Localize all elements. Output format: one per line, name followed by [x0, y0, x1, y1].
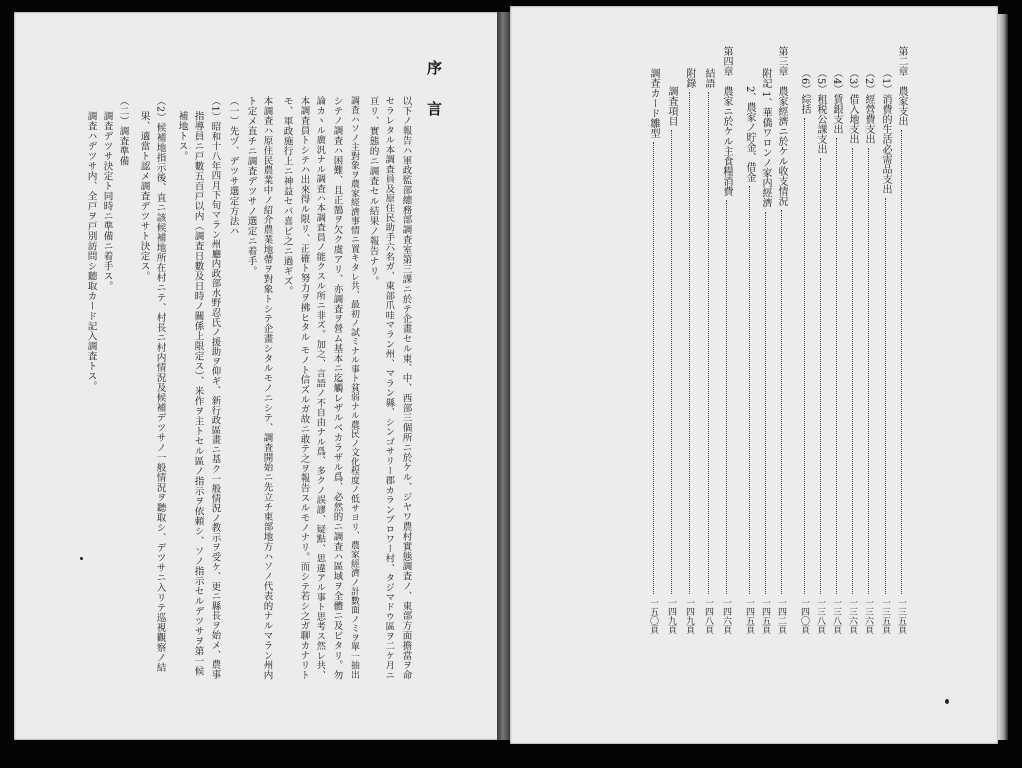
preface-line: 調査ハデツサ内、全戸ヲ戸別訪問シ聽取カード記入調査トス。 — [85, 111, 97, 391]
toc-item-label: （4）賃銀支出 — [831, 68, 842, 135]
toc-leader-dots — [726, 200, 727, 594]
toc-page-number: 一四五頁 — [760, 598, 770, 634]
preface-line: （二）調査準備 — [117, 96, 129, 166]
toc-page-number: 一四〇頁 — [799, 598, 809, 634]
preface-line: セラレタル本調査員及原住民助手六名ガ、東部爪哇マラン州、マラン縣、シンゴサリー郡カランプロワー村、タジマドウ區ヲ二ケ月ニ — [383, 96, 395, 680]
toc-page-number: 一三五頁 — [880, 598, 890, 634]
toc-page-number: 一四二頁 — [776, 598, 786, 634]
toc-item-label: 第四章 農家ニ於ケル主食糧消費 — [721, 46, 732, 196]
preface-line: 本調査ハ原住民農業中ノ紹介農業地帶ヲ對象トシテ企畫シタルモノニシテ、調査開始ニ先立チ東部地方ハソノ代表的ナルマラン州内 — [261, 96, 273, 681]
toc-leader-dots — [671, 130, 672, 594]
toc-page-number: 一四九頁 — [684, 598, 694, 634]
toc-item-label: 附記 1、華僑ワロンノ家内經濟 — [760, 68, 771, 208]
toc-item-label: 結語 — [703, 68, 714, 88]
toc-page-number: 一三六頁 — [847, 598, 857, 634]
preface-line: ト定メ直チニ調査デツサノ選定ニ着手。 — [245, 96, 257, 276]
toc-item-label: （1）消費的生活必需品支出 — [880, 68, 891, 195]
toc-item-label: （3）借入地支出 — [847, 68, 858, 145]
toc-leader-dots — [689, 92, 690, 594]
preface-line: 果、適當ト認メ調査デツサト決定ス。 — [138, 111, 150, 281]
toc-leader-dots — [901, 130, 902, 594]
toc-page-number: 一四五頁 — [744, 598, 754, 634]
preface-line: 本調査員トシテハ出來得ル限リ、正確ト努力ヲ拂ヒタル モノト信ズルガ故ニ敢テ之ヲ報告スルモノナリ。而シテ若シ之ガ聊カナリト — [298, 96, 310, 680]
toc-leader-dots — [868, 148, 869, 594]
toc-leader-dots — [820, 158, 821, 594]
toc-item-label: （6）綜括 — [799, 68, 810, 115]
preface-line: 指導員ニ戸數五百戸以内（調査日數及日時ノ關係上限定ス）、米作ヲ主トセル區ノ指示ヲ依頼シ、ソノ指示セルデツサヲ第一候 — [192, 111, 204, 677]
right-page — [510, 6, 998, 744]
toc-leader-dots — [765, 212, 766, 594]
left-page — [14, 12, 500, 740]
preface-line: 以下ノ報告ハ軍政監部總務部調査室第三課ニ於テ企畫セル東、中、西部三個所ニ於ケル、ジヤワ農村實態調査ノ、東部方面擔當ヲ命 — [400, 96, 412, 681]
toc-leader-dots — [708, 92, 709, 594]
toc-page-number: 一五〇頁 — [648, 598, 658, 634]
toc-item-label: 調査項目 — [666, 86, 677, 126]
toc-page-number: 一三八頁 — [831, 598, 841, 634]
toc-page-number: 一三六頁 — [863, 598, 873, 634]
toc-item-label: 附錄 — [684, 68, 695, 88]
toc-item-label: 第二章 農家支出 — [896, 46, 907, 126]
toc-item-label: 調査カード雛型 — [648, 68, 659, 138]
toc-item-label: 2、農家ノ貯金、借金 — [744, 86, 755, 183]
toc-leader-dots — [852, 148, 853, 594]
preface-line: 調査ハソノ主對象ヲ農家經濟事情ニ置キタレ共、最初ノ試ミナル事ト貧弱ナル農民ノ文化程度ノ低サヨリ、農家經濟ノ計數面ノミヲ單一抽出 — [348, 96, 359, 680]
toc-leader-dots — [749, 186, 750, 594]
preface-line: シテノ調査ハ困難、且正鵠ヲ欠ク虞アリ、亦調査ヲ營ム基本ニ迄觸レザルベカラザル爲、必然的ニ調査ハ區域ヲ全體ニ及ビタリ。勿 — [331, 96, 343, 681]
preface-line: （2）候補地指示後、直ニ該候補地所在村ニテ、村長ニ村内情況及候補デツサノ一般情況ヲ聽取シ、デツサニ入リテ巡視觀察ノ結 — [154, 96, 166, 673]
toc-page-number: 一三五頁 — [896, 598, 906, 634]
preface-title: 序言 — [425, 60, 443, 142]
toc-leader-dots — [885, 198, 886, 594]
toc-page-number: 一四九頁 — [666, 598, 676, 634]
preface-line: 論カヽル廣汎ナル調査ハ本調査員ノ能クスル所ニ非ズ。加之、言語ノ不自由ナル爲、多クノ誤謬、疑點、思違アル事ト思考ス然レ共、 — [314, 96, 326, 680]
toc-page-number: 一四六頁 — [721, 598, 731, 634]
preface-line: 補地トス。 — [176, 111, 188, 161]
preface-line: モ、軍政施行上ニ神益セバ喜ビ之ニ過ギズ。 — [281, 96, 293, 296]
toc-page-number: 一三八頁 — [815, 598, 825, 634]
ink-speck — [945, 699, 949, 704]
toc-leader-dots — [781, 210, 782, 594]
toc-leader-dots — [804, 118, 805, 594]
preface-line: 亘リ、實態的ニ調査セル結果ノ報告ナリ。 — [367, 96, 379, 286]
toc-item-label: （5）租税公課支出 — [815, 68, 826, 155]
preface-line: 調査デツサ決定ト同時ニ準備ニ着手ス。 — [101, 111, 113, 291]
preface-line: （一）先ヅ、デツサ選定方法ハ — [227, 96, 239, 236]
page-edge — [998, 14, 1008, 740]
toc-leader-dots — [836, 138, 837, 594]
ink-speck — [80, 557, 83, 560]
toc-item-label: 第三章 農家經濟ニ於ケル收支情況 — [776, 46, 787, 206]
toc-item-label: （2）經營費支出 — [863, 68, 874, 145]
toc-leader-dots — [653, 142, 654, 594]
preface-line: （1）昭和十八年四月下旬マラン州廳内政部水野忍氏ノ援助ヲ仰ギ、新行政區畫ニ基ク一般情況ノ教示ヲ受ケ、更ニ縣長ヲ始メ、農事 — [209, 96, 221, 680]
toc-page-number: 一四八頁 — [703, 598, 713, 634]
